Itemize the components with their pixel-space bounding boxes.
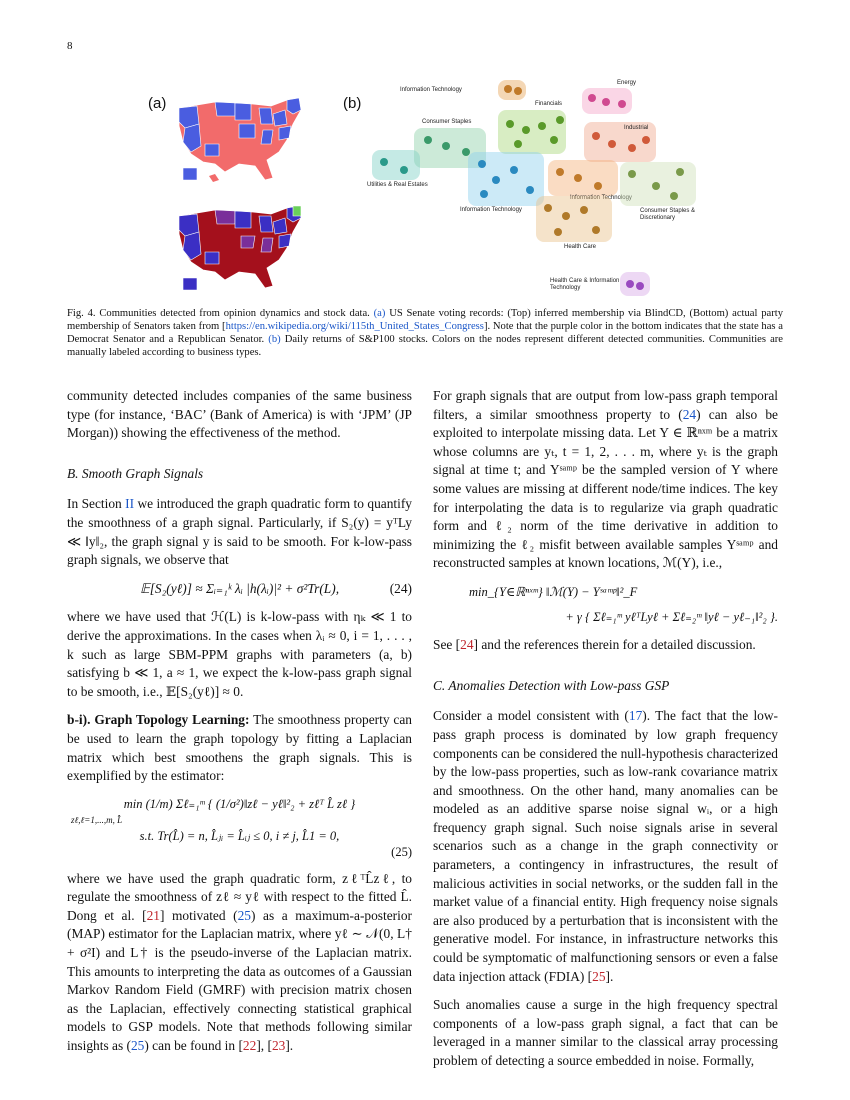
equation-25-subscript: zℓ,ℓ=1,...,m, L̂ [71,814,123,825]
community-health-care [536,196,612,242]
text: The smoothness property can be used to learn the graph topology by fitting a Laplacian matrix which best smoothens the graph signals. This is exemplified by the estimator: [67,712,412,784]
node [526,186,534,194]
equation-ref-link[interactable]: 24 [682,406,697,422]
equation-number: (24) [389,580,412,596]
node [424,136,432,144]
node [380,158,388,166]
stock-community-graph [367,78,810,300]
left-paragraph-1: community detected includes companies of the same business type (for instance, ‘BAC’ (Bank of America) is with ‘JPM’ (JP Morgan)) showing the effectiveness of the method. [67,388,412,441]
text: ]. [605,968,614,984]
community-label: Information Technology [460,207,522,213]
node [480,190,488,198]
node [592,132,600,140]
equation-ref-link[interactable]: 25 [237,907,251,923]
node [556,116,564,124]
equation-24 [67,580,412,599]
caption-prefix: Fig. 4. Communities detected from opinion dynamics and stock data. [67,308,374,319]
community-health-it [620,272,650,296]
node [492,176,500,184]
node [580,206,588,214]
node [562,212,570,220]
text: ) can be found in [ [144,1038,243,1054]
equation-25-line2: s.t. Tr(L̂) = n, L̂ⱼᵢ = L̂ᵢⱼ ≤ 0, i ≠ j, L̂1 = 0, [139,828,340,843]
text: ], [ [256,1038,272,1054]
node [544,204,552,212]
section-heading-b: B. Smooth Graph Signals [67,465,204,481]
community-financials [498,110,566,154]
section-heading-c: C. Anomalies Detection with Low-pass GSP [433,677,670,693]
left-paragraph-3: where we have used that ℋ(L) is k-low-pass with ηₖ ≪ 1 to derive the approximations. In the cases when λᵢ ≈ 0, i = 1, . . . , k such as large SBM-PPM graphs with parameters (a, b) satisfying b ≪ 1, a ≈ 1, we expect the k-low-pass graph signal to be smooth, i.e., 𝔼[S₂(yℓ)] ≈ 0. [67,609,412,699]
node [608,140,616,148]
text: where we have used the graph quadratic form, zℓᵀL̂zℓ, to regulate the smoothness of zℓ ≈ yℓ with respect to the fitted L̂. Dong et al. [ [67,870,412,923]
node [652,182,660,190]
equation-number: (25) [391,844,412,859]
citation-link[interactable]: 24 [460,637,474,653]
caption-b: (b) [268,334,281,345]
community-label: Energy [617,80,637,86]
right-paragraph-3 [433,707,778,986]
equation-ref-link[interactable]: 25 [130,1038,145,1054]
node [628,170,636,178]
community-label: Consumer Staples [422,119,472,125]
panel-label-a: (a) [148,95,167,112]
community-label: Consumer Staples & Discretionary [640,208,696,221]
text: ) as a maximum-a-posterior (MAP) estimator for the Laplacian matrix, where yℓ ∼ 𝒩(0, L† + σ²I) and L† is the pseudo-inverse of the Laplacian matrix. This amounts to interpreting the data as outcomes of a Gaussian Markov Random Field (GMRF) with precision matrix chosen as the Laplacian, effectively connecting statistical graphical models to GSP models. Note that methods following similar insights as ( [67,907,412,1054]
equation-interpolation [433,583,778,626]
node [538,122,546,130]
community-label: Financials [535,101,563,107]
us-map-inferred [175,94,305,184]
citation-link[interactable]: 23 [271,1038,286,1054]
node [514,140,522,148]
text: For graph signals that are output from low-pass graph temporal filters, a similar smoothness property to ( [433,388,778,422]
text: Consider a model consistent with ( [433,708,629,724]
node [602,98,610,106]
left-paragraph-2 [67,495,412,569]
text: In Section [67,496,126,512]
node [478,160,486,168]
community-label: Information Technology [400,87,462,93]
node [592,226,600,234]
text: See [ [433,637,461,653]
text: we introduced the graph quadratic form to quantify the smoothness of a graph signal. Particularly, if S₂(y) = yᵀLy ≪ ‖y‖₂, the graph signal y is said to be smooth. For k-low-pass graph signals, we observe that [67,496,412,568]
citation-link[interactable]: 25 [592,968,606,984]
caption-url-link[interactable]: https://en.wikipedia.org/wiki/115th_United_States_Congress [225,321,484,332]
community-label: Utilities & Real Estates [367,182,428,188]
left-paragraph-5 [67,870,412,1056]
node [642,136,650,144]
page-number: 8 [67,40,73,52]
node [670,192,678,200]
node [574,174,582,182]
equation-ref-link[interactable]: 17 [628,708,643,724]
equation-25 [67,796,412,860]
us-map-actual [175,202,305,294]
node [514,87,522,95]
equation-line: min_{Y∈ℝⁿˣᵐ} ‖ℳ(Y) − Yˢᵃᵐᵖ‖²_F [469,584,638,599]
node [636,282,644,290]
community-utilities [372,150,420,180]
node [442,142,450,150]
figure-caption [67,307,783,359]
node [626,280,634,288]
caption-a: (a) [373,308,386,319]
node [628,144,636,152]
citation-link[interactable]: 22 [242,1038,257,1054]
text: ]. [285,1038,294,1054]
paragraph-lead: b-i). Graph Topology Learning: [67,712,250,728]
community-label: Information Technology [570,195,632,201]
community-label: Health Care & Information Technology [550,278,620,291]
node [522,126,530,134]
left-column [67,387,412,1066]
node [506,120,514,128]
caption-b-text: Daily returns of S&P100 stocks. Colors on the nodes represent different detected communities. Communities are manually labeled according to business types. [67,334,784,358]
right-paragraph-1 [433,387,778,573]
equation-24-body: 𝔼[S₂(yℓ)] ≈ Σᵢ₌₁ᵏ λᵢ |h(λᵢ)|² + σ²Tr(L), [139,580,340,596]
right-paragraph-2 [433,636,778,655]
citation-link[interactable]: 21 [146,907,160,923]
text: ] and the references therein for a detailed discussion. [473,637,756,653]
node [556,168,564,176]
node [676,168,684,176]
node [594,182,602,190]
text: ) can also be exploited to interpolate missing data. Let Y ∈ ℝⁿˣᵐ be a matrix whose columns are yₜ, t = 1, 2, . . . m, where yₜ is the graph signal at time t; and Yˢᵃᵐᵖ be the sampled version of Y where some values are missing at different node/time indices. The key for interpolating the data is to regularize via graph quadratic form and ℓ₂ norm of the time derivative in addition to minimizing the ℓ₂ misfit between available samples Yˢᵃᵐᵖ and reconstructed samples at known locations, ℳ(Y), i.e., [433,406,778,571]
node [504,85,512,93]
node [510,166,518,174]
node [588,94,596,102]
node [618,100,626,108]
community-label: Health Care [564,244,597,250]
right-paragraph-4: Such anomalies cause a surge in the high frequency spectral components of a low-pass graph signal, a fact that can be leveraged in a manner similar to the classical array processing problem of detecting a source embedded in noise. Formally, [433,997,778,1068]
caption-a-text: US Senate voting records: (Top) inferred membership via BlindCD, (Bottom) actual party membership of Senators taken from [ [67,308,783,332]
left-paragraph-4 [67,711,412,785]
node [550,136,558,144]
section-ref-link[interactable]: II [125,496,135,512]
text: ). The fact that the low-pass graph process is dominated by low graph frequency components can be considered the null-hypothesis characterized by the low-pass properties, such as low-rank covariance matrix and smoothness. On the other hand, many anomalies can be modeled as an additive sparse noise signal wᵢ, or a high frequency graph signal. Such noise signals arise in several scenarios such as a change in the graph connectivity or parameters, a contingency in infrastructures, the result of malicious activities in social networks, or the sudden fall in the market value of a financial entity. High frequency noise signals are also produced by a perturbation that is inconsistent with the generative model. For instance, in infrastructure networks this could be symptomatic of malfunctioning sensors or even a false data injection attack (FDIA) [ [433,708,779,984]
node [554,228,562,236]
panel-label-b: (b) [343,95,362,112]
caption-mid: ]. Note that the purple color in the bottom indicates that the state has a Democrat Senator and a Republican Senator. [67,321,784,345]
community-it-right [548,160,618,196]
node [400,166,408,174]
equation-25-line1: min (1/m) Σℓ₌₁ᵐ { (1/σ²)‖zℓ − yℓ‖²₂ + zℓᵀ L̂ zℓ } [123,796,356,811]
equation-line: + γ { Σℓ₌₁ᵐ yℓᵀLyℓ + Σℓ₌₂ᵐ ‖yℓ − yℓ₋₁‖²₂ }. [565,609,778,624]
community-label: Industrial [624,125,649,131]
figure-4 [120,78,810,298]
text: ] motivated ( [159,907,238,923]
right-column [433,387,778,1081]
